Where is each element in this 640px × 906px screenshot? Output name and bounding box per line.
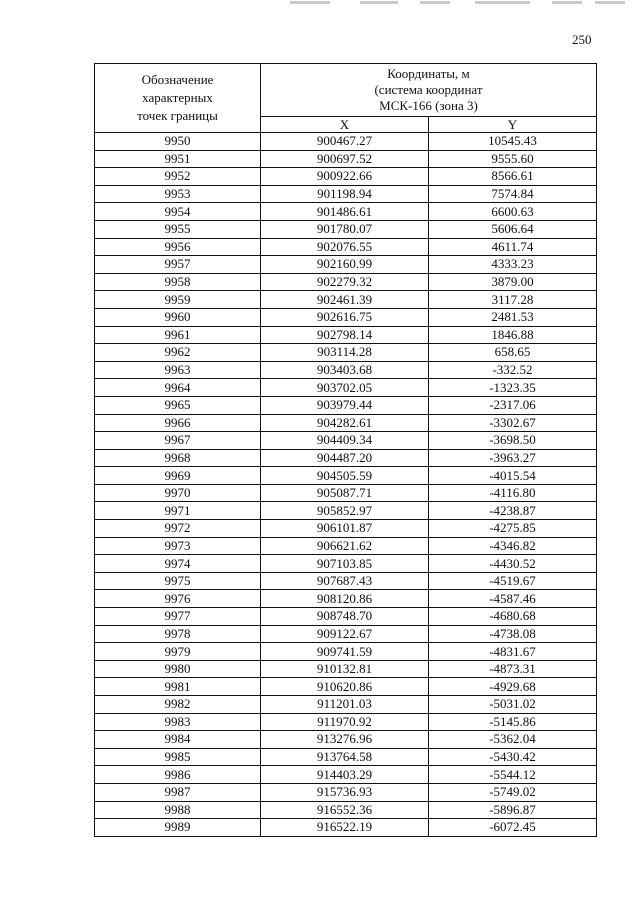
x-cell: 915736.93 [261,783,429,801]
table-row [95,150,597,168]
x-cell: 908120.86 [261,590,429,608]
y-cell: -4275.85 [429,520,597,538]
y-cell: -5362.04 [429,731,597,749]
x-cell: 903702.05 [261,379,429,397]
table-row [95,326,597,344]
point-cell: 9977 [95,608,261,626]
point-cell: 9982 [95,696,261,714]
y-cell: -4831.67 [429,643,597,661]
point-cell: 9952 [95,168,261,186]
point-cell: 9957 [95,256,261,274]
y-cell: -5031.02 [429,696,597,714]
y-cell: -3698.50 [429,432,597,450]
table-row [95,484,597,502]
y-column-header: Y [429,117,597,133]
x-cell: 908748.70 [261,608,429,626]
x-cell: 916522.19 [261,819,429,837]
y-cell: 7574.84 [429,185,597,203]
point-cell: 9974 [95,555,261,573]
point-cell: 9985 [95,748,261,766]
table-row [95,713,597,731]
y-cell: 4611.74 [429,238,597,256]
coordinates-table [94,63,597,837]
point-cell: 9984 [95,731,261,749]
x-cell: 905087.71 [261,484,429,502]
point-cell: 9972 [95,520,261,538]
table-row [95,819,597,837]
x-cell: 902076.55 [261,238,429,256]
y-cell: -5145.86 [429,713,597,731]
y-cell: -4238.87 [429,502,597,520]
table-row [95,590,597,608]
x-cell: 900922.66 [261,168,429,186]
table-row [95,643,597,661]
x-cell: 901198.94 [261,185,429,203]
point-cell: 9963 [95,361,261,379]
point-cell: 9978 [95,625,261,643]
y-cell: 10545.43 [429,133,597,151]
table-row [95,133,597,151]
table-row [95,308,597,326]
table-row [95,273,597,291]
y-cell: 4333.23 [429,256,597,274]
point-cell: 9954 [95,203,261,221]
x-cell: 914403.29 [261,766,429,784]
table-body [95,133,597,837]
y-cell: -4680.68 [429,608,597,626]
table-row [95,291,597,309]
y-cell: 3117.28 [429,291,597,309]
point-cell: 9969 [95,467,261,485]
x-cell: 904505.59 [261,467,429,485]
table-row [95,432,597,450]
point-cell: 9966 [95,414,261,432]
point-cell: 9988 [95,801,261,819]
point-cell: 9962 [95,344,261,362]
table-row [95,608,597,626]
table-row [95,625,597,643]
x-cell: 911970.92 [261,713,429,731]
table-row [95,678,597,696]
table-row [95,396,597,414]
y-cell: -5749.02 [429,783,597,801]
table-row [95,660,597,678]
x-cell: 916552.36 [261,801,429,819]
point-column-header: Обозначение характерных точек границы [95,64,261,133]
table-row [95,203,597,221]
y-cell: -4346.82 [429,537,597,555]
y-cell: 2481.53 [429,308,597,326]
y-cell: -3963.27 [429,449,597,467]
point-cell: 9975 [95,572,261,590]
point-cell: 9989 [95,819,261,837]
x-cell: 909741.59 [261,643,429,661]
coordinates-column-header: Координаты, м (система координат МСК-166 (зона 3) [261,64,597,117]
table-row [95,502,597,520]
x-cell: 904409.34 [261,432,429,450]
point-cell: 9950 [95,133,261,151]
table-row [95,220,597,238]
x-cell: 901486.61 [261,203,429,221]
y-cell: -5544.12 [429,766,597,784]
table-row [95,361,597,379]
point-cell: 9961 [95,326,261,344]
table-row [95,520,597,538]
y-cell: 658.65 [429,344,597,362]
x-cell: 902160.99 [261,256,429,274]
point-cell: 9973 [95,537,261,555]
x-cell: 910620.86 [261,678,429,696]
y-cell: -4738.08 [429,625,597,643]
y-cell: 8566.61 [429,168,597,186]
table-row [95,748,597,766]
table-row [95,344,597,362]
x-cell: 902616.75 [261,308,429,326]
x-cell: 909122.67 [261,625,429,643]
y-cell: 5606.64 [429,220,597,238]
x-cell: 910132.81 [261,660,429,678]
x-cell: 903114.28 [261,344,429,362]
table-row [95,572,597,590]
table-row [95,555,597,573]
point-cell: 9956 [95,238,261,256]
table-row [95,238,597,256]
point-cell: 9980 [95,660,261,678]
table-row [95,801,597,819]
point-cell: 9970 [95,484,261,502]
page-number: 250 [572,32,592,47]
x-cell: 907687.43 [261,572,429,590]
point-cell: 9955 [95,220,261,238]
table-row [95,414,597,432]
y-cell: -4116.80 [429,484,597,502]
x-cell: 907103.85 [261,555,429,573]
point-cell: 9965 [95,396,261,414]
point-cell: 9951 [95,150,261,168]
y-cell: -4519.67 [429,572,597,590]
y-cell: -4015.54 [429,467,597,485]
x-cell: 900697.52 [261,150,429,168]
point-cell: 9959 [95,291,261,309]
x-cell: 913276.96 [261,731,429,749]
x-cell: 906101.87 [261,520,429,538]
point-cell: 9968 [95,449,261,467]
point-cell: 9983 [95,713,261,731]
table-row [95,696,597,714]
x-cell: 903979.44 [261,396,429,414]
x-cell: 901780.07 [261,220,429,238]
point-cell: 9976 [95,590,261,608]
point-cell: 9987 [95,783,261,801]
y-cell: -5896.87 [429,801,597,819]
point-cell: 9953 [95,185,261,203]
table-row [95,256,597,274]
x-cell: 902798.14 [261,326,429,344]
x-cell: 903403.68 [261,361,429,379]
table-row [95,449,597,467]
x-cell: 906621.62 [261,537,429,555]
table-row [95,168,597,186]
x-cell: 900467.27 [261,133,429,151]
point-cell: 9981 [95,678,261,696]
y-cell: -3302.67 [429,414,597,432]
table-row [95,766,597,784]
y-cell: -5430.42 [429,748,597,766]
point-cell: 9986 [95,766,261,784]
y-cell: -4430.52 [429,555,597,573]
y-cell: -2317.06 [429,396,597,414]
table-header [95,64,597,133]
y-cell: -6072.45 [429,819,597,837]
x-cell: 902461.39 [261,291,429,309]
y-cell: 9555.60 [429,150,597,168]
y-cell: -4587.46 [429,590,597,608]
x-cell: 904282.61 [261,414,429,432]
y-cell: 1846.88 [429,326,597,344]
point-cell: 9971 [95,502,261,520]
point-cell: 9960 [95,308,261,326]
table-row [95,731,597,749]
x-cell: 904487.20 [261,449,429,467]
table-row [95,783,597,801]
scan-artifact-marks [290,0,630,6]
x-cell: 902279.32 [261,273,429,291]
point-cell: 9979 [95,643,261,661]
x-cell: 905852.97 [261,502,429,520]
x-cell: 913764.58 [261,748,429,766]
y-cell: 6600.63 [429,203,597,221]
point-cell: 9958 [95,273,261,291]
point-cell: 9964 [95,379,261,397]
table-row [95,185,597,203]
table-row [95,537,597,555]
x-column-header: X [261,117,429,133]
table-row [95,379,597,397]
y-cell: 3879.00 [429,273,597,291]
y-cell: -4929.68 [429,678,597,696]
x-cell: 911201.03 [261,696,429,714]
y-cell: -4873.31 [429,660,597,678]
table-row [95,467,597,485]
point-cell: 9967 [95,432,261,450]
y-cell: -1323.35 [429,379,597,397]
y-cell: -332.52 [429,361,597,379]
